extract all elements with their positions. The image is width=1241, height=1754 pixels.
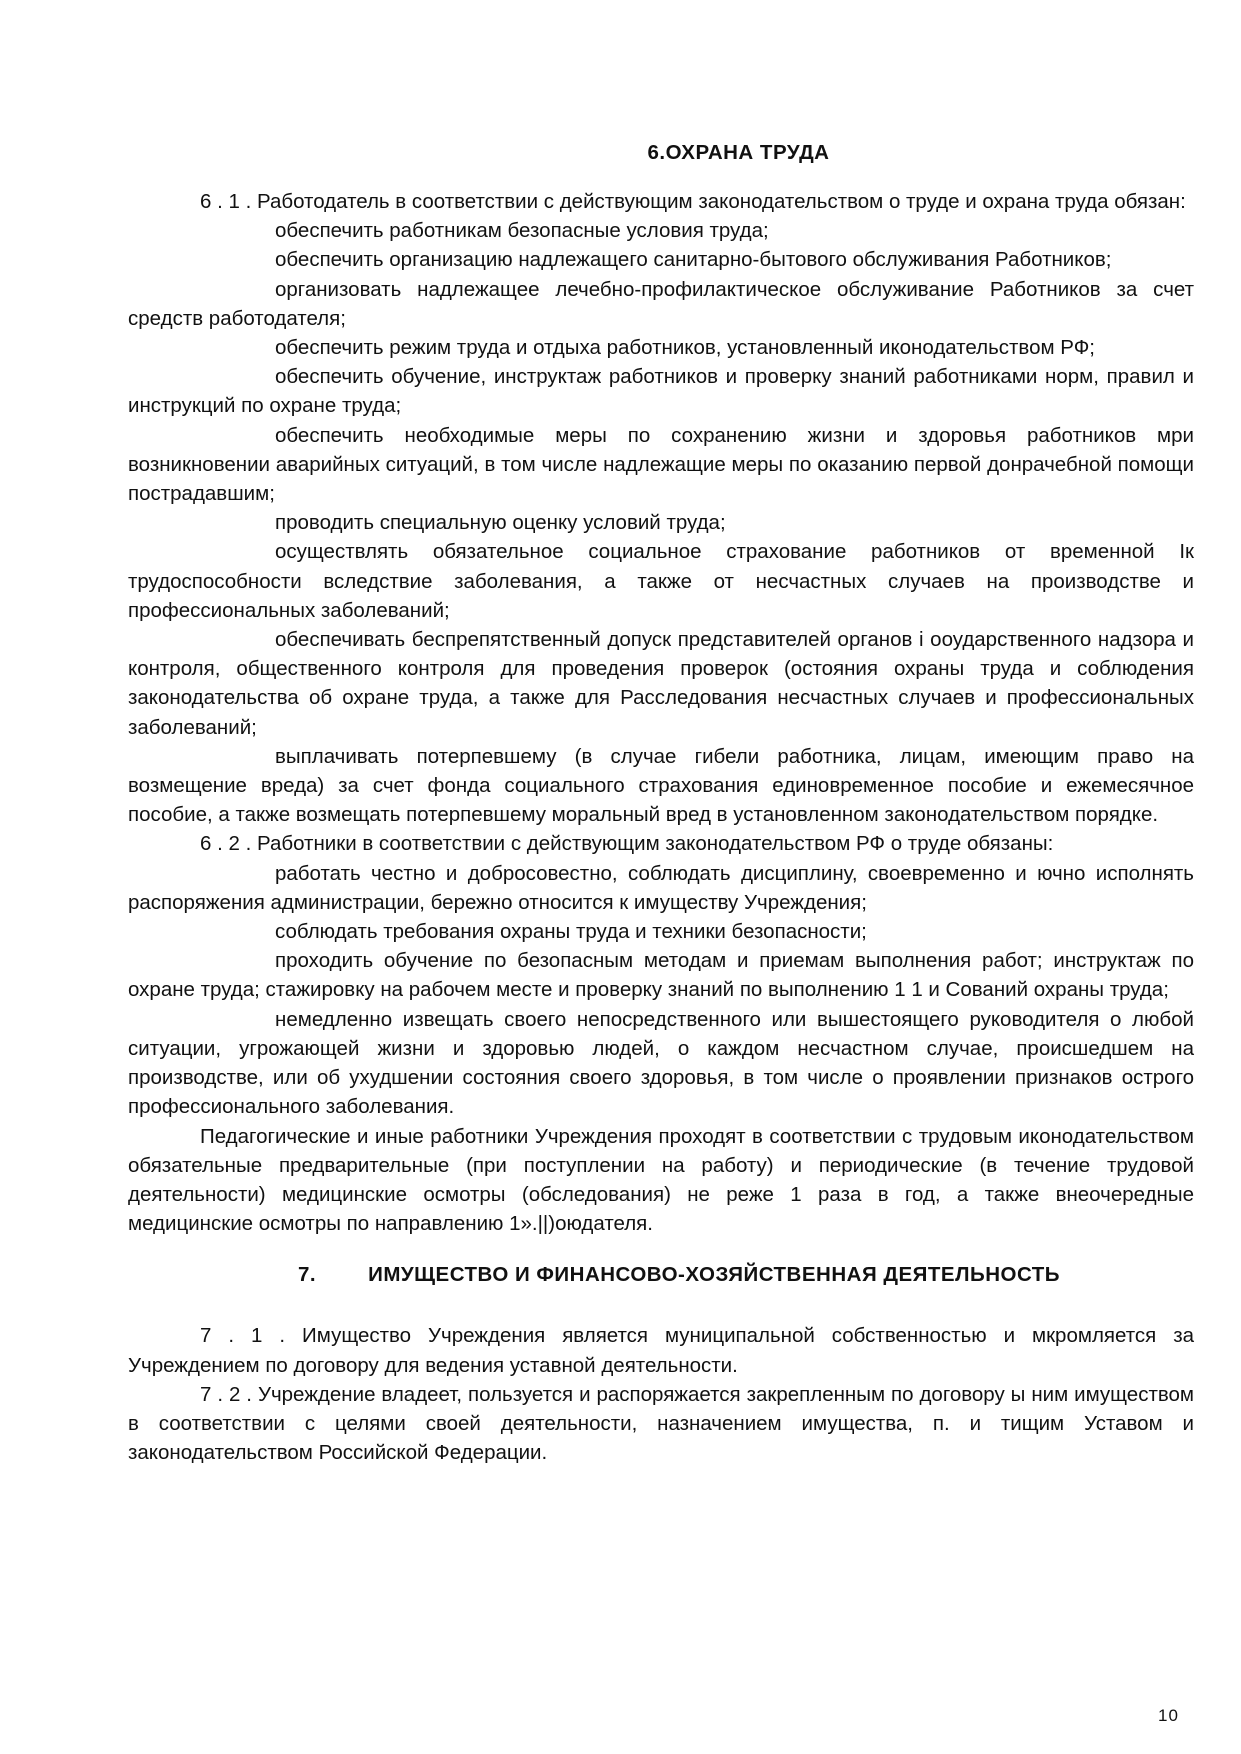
list-item: соблюдать требования охраны труда и техники безопасности; [275,920,867,944]
list-item: обеспечить необходимые меры по сохранению жизни и здоровья работников мри возникновении аварийных ситуаций, в том числе надлежащие меры по оказанию первой донрачебной помощи пострадавшим; [128,423,1194,506]
section-7-number: 7. [297,1263,317,1287]
list-item: проходить обучение по безопасным методам и приемам выполнения работ; инструктаж по охране труда; стажировку на рабочем месте и проверку знаний по выполнению 1 1 и Сований охраны труда; [128,949,1194,1002]
page-number: 10 [1158,1706,1179,1725]
section-7-title: ИМУЩЕСТВО И ФИНАНСОВО-ХОЗЯЙСТВЕННАЯ ДЕЯТЕЛЬНОСТЬ [368,1263,1061,1287]
list-item: обеспечивать беспрепятственный допуск представителей органов i ооударственного надзора и контроля, общественного контроля для проведения проверок (остояния охраны труда и соблюдения законодательства об охране труда, а также для Расследования несчастных случаев и профессиональных заболеваний; [128,628,1194,739]
paragraph-7-1: 7 . 1 . Имущество Учреждения является муниципальной собственностью и мкромляется за Учреждением по договору для ведения уставной деятельности. [128,1324,1194,1377]
list-item: немедленно извещать своего непосредственного или вышестоящего руководителя о любой ситуации, угрожающей жизни и здоровью людей, о каждом несчастном случае, происшедшем на производстве, или об ухудшении состояния своего здоровья, в том числе о проявлении признаков острого профессионального заболевания. [128,1007,1194,1119]
list-item: обеспечить обучение, инструктаж работников и проверку знаний работниками норм, правил и инструкций по охране труда; [128,365,1194,418]
list-item: организовать надлежащее лечебно-профилактическое обслуживание Работников за счет средств работодателя; [128,277,1194,330]
list-item: обеспечить работникам безопасные условия труда; [275,219,769,243]
list-item: выплачивать потерпевшему (в случае гибели работника, лицам, имеющим право на возмещение вреда) за счет фонда социального страхования единовременное пособие и ежемесячное пособие, а также возмещать потерпевшему моральный вред в установленном законодательством порядке. [128,744,1194,827]
paragraph-6-2: 6 . 2 . Работники в соответствии с действующим законодательством РФ о труде обязаны: [200,832,1054,856]
page-content [128,138,1194,1467]
list-item: проводить специальную оценку условий труда; [275,511,726,535]
paragraph-7-2: 7 . 2 . Учреждение владеет, пользуется и распоряжается закрепленным по договору ы ним имуществом в соответствии с целями своей деятельности, назначением имущества, п. и тищим Уставом и законодательством Российской Федерации. [128,1382,1194,1465]
list-item: работать честно и добросовестно, соблюдать дисциплину, своевременно и ючно исполнять распоряжения администрации, бережно относится к имуществу Учреждения; [128,861,1194,914]
section-6-heading: 6.ОХРАНА ТРУДА [647,141,830,164]
paragraph-medical-exams: Педагогические и иные работники Учреждения проходят в соответствии с трудовым иконодательством обязательные предварительные (при поступлении на работу) и периодические (в течение трудовой деятельности) медицинские осмотры (обследования) не реже 1 раза в год, а также внеочередные медицинские осмотры по направлению 1».||)оюдателя. [128,1124,1194,1236]
paragraph-6-1: 6 . 1 . Работодатель в соответствии с действующим законодательством о труде и охрана труда обязан: [200,190,1186,213]
list-item: осуществлять обязательное социальное страхование работников от временной Iк трудоспособности вследствие заболевания, а также от несчастных случаев на производстве и профессиональных заболеваний; [128,540,1194,622]
list-item: обеспечить режим труда и отдыха работников, установленный иконодательством РФ; [275,336,1095,360]
list-item: обеспечить организацию надлежащего санитарно-бытового обслуживания Работников; [275,248,1112,272]
section-7-heading [128,1260,1194,1289]
